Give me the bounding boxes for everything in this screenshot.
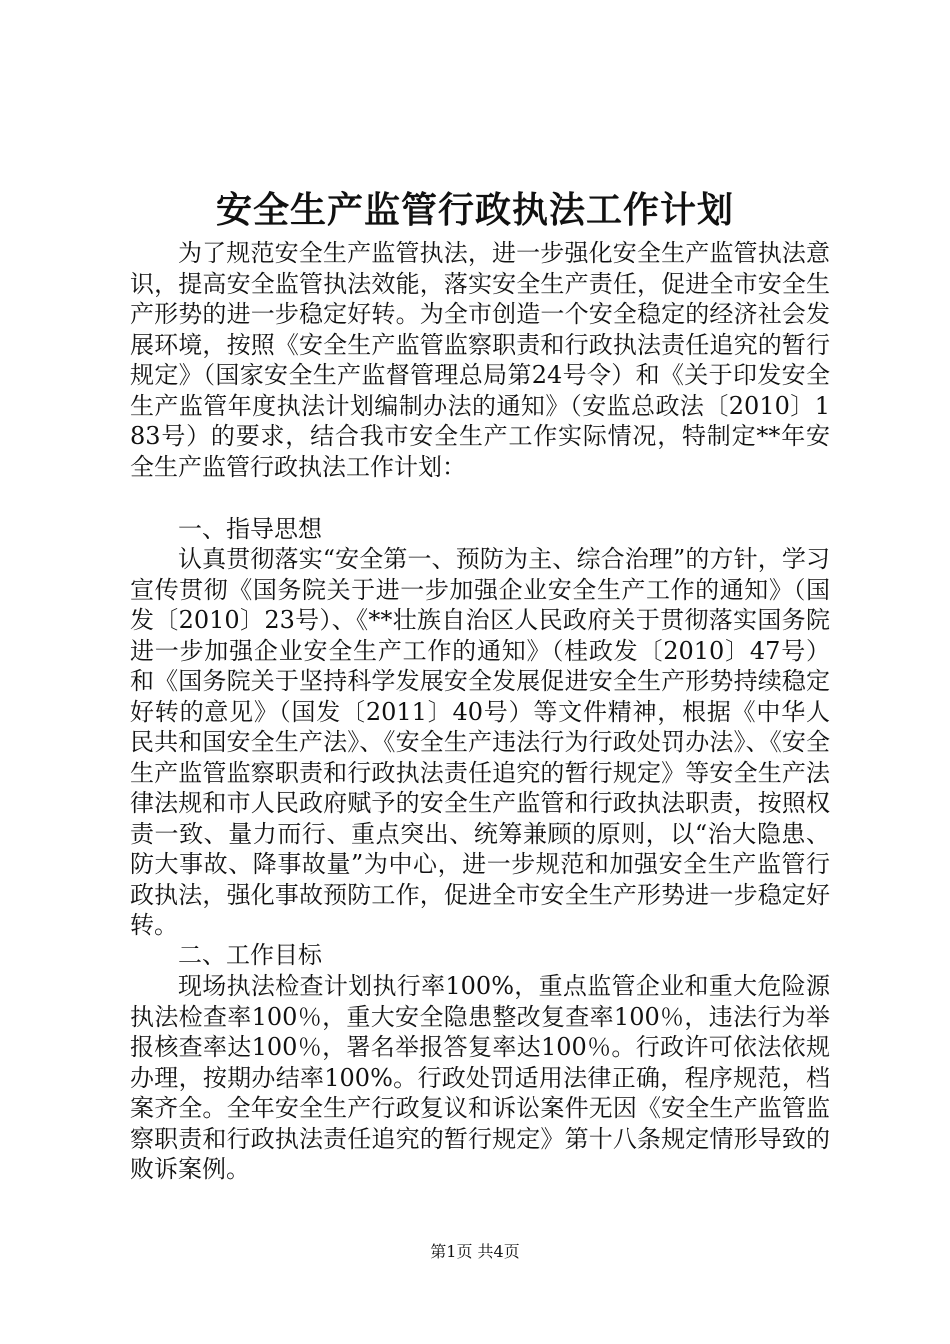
- section-heading-guiding-ideology: 一、指导思想: [178, 515, 322, 543]
- intro-paragraph: 为了规范安全生产监管执法，进一步强化安全生产监管执法意识，提高安全监管执法效能，落实安全生产责任，促进全市安全生产形势的进一步稳定好转。为全市创造一个安全稳定的经济社会发展环境，按照《安全生产监管监察职责和行政执法责任追究的暂行规定》（国家安全生产监督管理总局第24号令）和《关于印发安全生产监管年度执法计划编制办法的通知》（安监总政法〔2010〕183号）的要求，结合我市安全生产工作实际情况，特制定**年安全生产监管行政执法工作计划：: [130, 239, 830, 481]
- section-heading-work-goals: 二、工作目标: [178, 941, 322, 969]
- document-title: 安全生产监管行政执法工作计划: [215, 189, 734, 231]
- page-number-footer: 第1页 共4页: [430, 1242, 520, 1261]
- section-paragraph-guiding-ideology: 认真贯彻落实“安全第一、预防为主、综合治理”的方针，学习宣传贯彻《国务院关于进一步加强企业安全生产工作的通知》（国发〔2010〕23号）、《**壮族自治区人民政府关于贯彻落实国务院进一步加强企业安全生产工作的通知》（桂政发〔2010〕47号）和《国务院关于坚持科学发展安全发展促进安全生产形势持续稳定好转的意见》（国发〔2011〕40号）等文件精神，根据《中华人民共和国安全生产法》、《安全生产违法行为行政处罚办法》、《安全生产监管监察职责和行政执法责任追究的暂行规定》等安全生产法律法规和市人民政府赋予的安全生产监管和行政执法职责，按照权责一致、量力而行、重点突出、统筹兼顾的原则，以“治大隐患、防大事故、降事故量”为中心，进一步规范和加强安全生产监管行政执法，强化事故预防工作，促进全市安全生产形势进一步稳定好转。: [130, 545, 830, 939]
- section-paragraph-work-goals: 现场执法检查计划执行率100%，重点监管企业和重大危险源执法检查率100％，重大安全隐患整改复查率100％，违法行为举报核查率达100％，署名举报答复率达100％。行政许可依法依规办理，按期办结率100%。行政处罚适用法律正确，程序规范，档案齐全。全年安全生产行政复议和诉讼案件无因《安全生产监管监察职责和行政执法责任追究的暂行规定》第十八条规定情形导致的败诉案例。: [130, 972, 830, 1183]
